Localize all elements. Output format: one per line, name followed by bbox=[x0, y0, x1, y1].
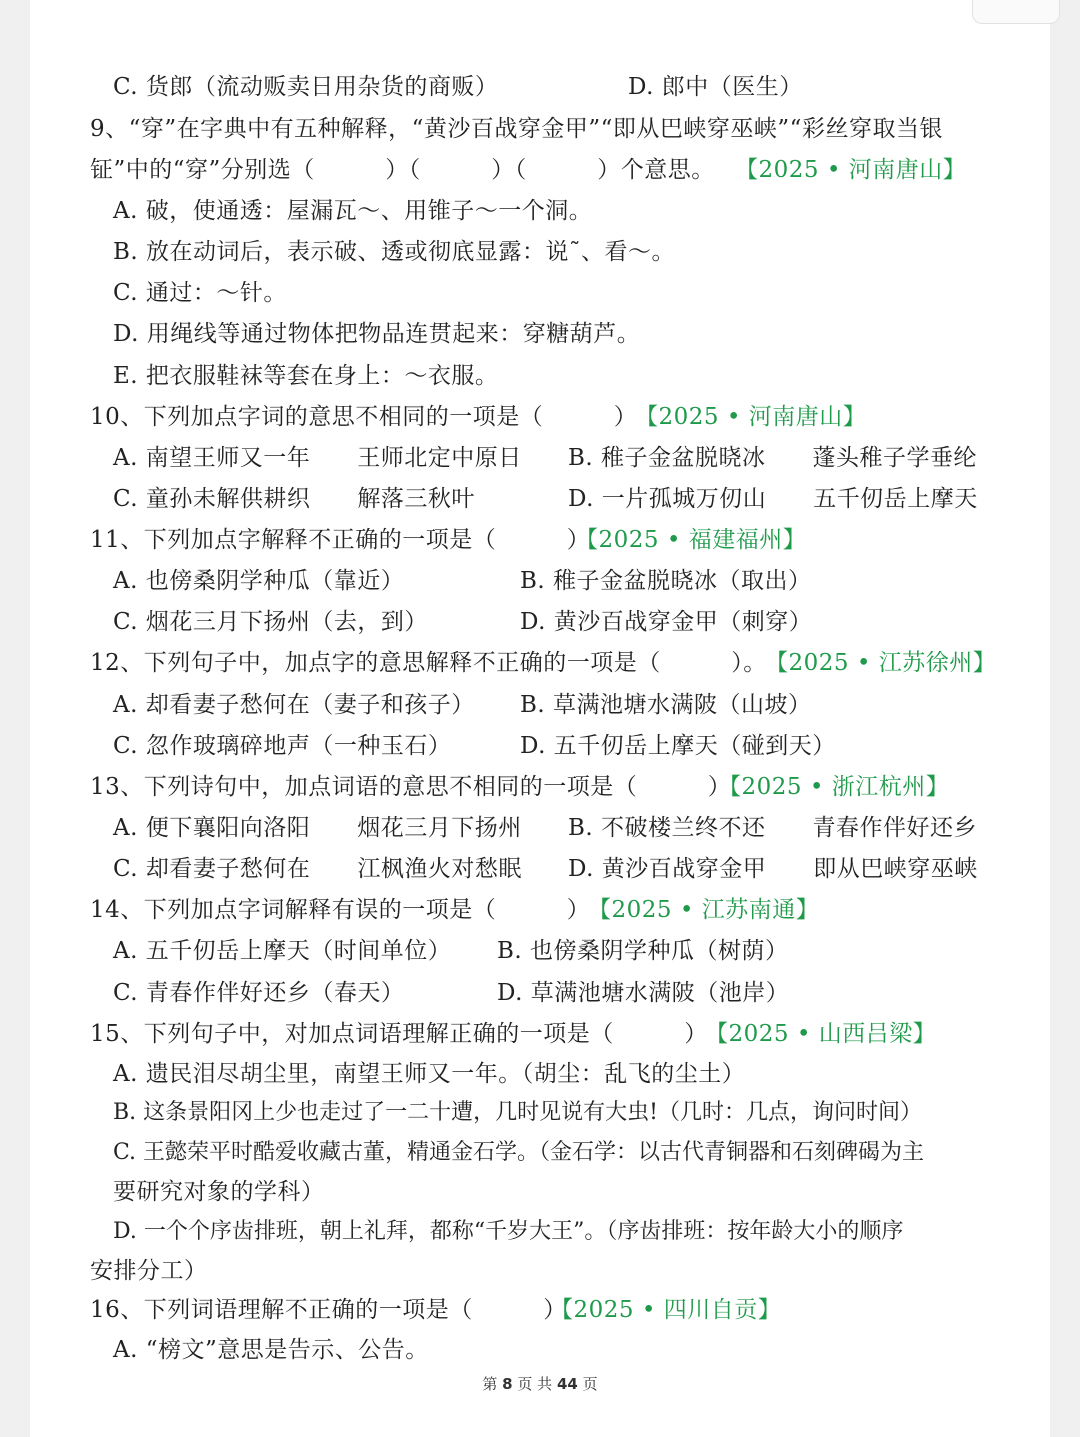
source-tag: 【2025 • 四川自贡】 bbox=[550, 1297, 782, 1323]
option-10b: B. 稚子金盆脱晓冰 蓬头稚子学垂纶 bbox=[568, 445, 978, 471]
footer-middle: 页 共 bbox=[517, 1375, 553, 1393]
option-9a: A. 破，使通透：屋漏瓦～、用锥子～一个洞。 bbox=[113, 198, 593, 224]
option-14b: B. 也傍桑阴学种瓜（树荫） bbox=[497, 938, 789, 964]
question-12: 12、下列句子中，加点字的意思解释不正确的一项是（ ）。 bbox=[90, 650, 767, 676]
source-tag: 【2025 • 山西吕梁】 bbox=[705, 1021, 937, 1047]
question-13: 13、下列诗句中，加点词语的意思不相同的一项是（ ） bbox=[90, 774, 732, 800]
corner-tab[interactable] bbox=[972, 0, 1060, 24]
source-tag: 【2025 • 河南唐山】 bbox=[735, 157, 967, 183]
option-9d: D. 用绳线等通过物体把物品连贯起来：穿糖葫芦。 bbox=[113, 321, 641, 347]
option-15d: D. 一个个序齿排班，朝上礼拜，都称“千岁大王”。（序齿排班：按年龄大小的顺序 bbox=[113, 1219, 904, 1244]
source-tag: 【2025 • 浙江杭州】 bbox=[718, 774, 950, 800]
option-12a: A. 却看妻子愁何在（妻子和孩子） bbox=[113, 692, 475, 718]
option-11b: B. 稚子金盆脱晓冰（取出） bbox=[520, 568, 812, 594]
option-9b: B. 放在动词后，表示破、透或彻底显露：说˜、看～。 bbox=[113, 239, 676, 265]
page-footer bbox=[0, 1373, 1080, 1394]
option-11d: D. 黄沙百战穿金甲（刺穿） bbox=[520, 609, 813, 635]
option-16a: A. “榜文”意思是告示、公告。 bbox=[113, 1337, 429, 1363]
option-11c: C. 烟花三月下扬州（去，到） bbox=[113, 609, 428, 635]
option-10a: A. 南望王师又一年 王师北定中原日 bbox=[113, 445, 522, 471]
source-tag: 【2025 • 江苏南通】 bbox=[588, 897, 820, 923]
question-11: 11、下列加点字解释不正确的一项是（ ） bbox=[90, 527, 591, 553]
question-10: 10、下列加点字词的意思不相同的一项是（ ） bbox=[90, 404, 638, 430]
option-13d: D. 黄沙百战穿金甲 即从巴峡穿巫峡 bbox=[568, 856, 978, 882]
question-9-line2: 钲”中的“穿”分别选（ ）（ ）（ ）个意思。 bbox=[90, 157, 715, 183]
option-8d: D. 郎中（医生） bbox=[628, 74, 803, 100]
option-9e: E. 把衣服鞋袜等套在身上：～衣服。 bbox=[113, 363, 499, 389]
option-14a: A. 五千仞岳上摩天（时间单位） bbox=[113, 938, 452, 964]
question-16: 16、下列词语理解不正确的一项是（ ） bbox=[90, 1297, 567, 1323]
option-9c: C. 通过：～针。 bbox=[113, 280, 287, 306]
option-10d: D. 一片孤城万仞山 五千仞岳上摩天 bbox=[568, 486, 978, 512]
option-12c: C. 忽作玻璃碎地声（一种玉石） bbox=[113, 733, 452, 759]
option-12d: D. 五千仞岳上摩天（碰到天） bbox=[520, 733, 836, 759]
option-15c-cont: 要研究对象的学科） bbox=[113, 1179, 325, 1205]
option-13a: A. 便下襄阳向洛阳 烟花三月下扬州 bbox=[113, 815, 522, 841]
option-14d: D. 草满池塘水满陂（池岸） bbox=[497, 980, 790, 1006]
option-8c: C. 货郎（流动贩卖日用杂货的商贩） bbox=[113, 74, 499, 100]
option-13b: B. 不破楼兰终不还 青春作伴好还乡 bbox=[568, 815, 978, 841]
option-15a: A. 遗民泪尽胡尘里，南望王师又一年。（胡尘：乱飞的尘土） bbox=[113, 1061, 746, 1087]
option-12b: B. 草满池塘水满陂（山坡） bbox=[520, 692, 812, 718]
option-15d-cont: 安排分工） bbox=[90, 1258, 208, 1284]
source-tag: 【2025 • 河南唐山】 bbox=[635, 404, 867, 430]
total-pages-number: 44 bbox=[556, 1375, 578, 1393]
question-15: 15、下列句子中，对加点词语理解正确的一项是（ ） bbox=[90, 1021, 708, 1047]
source-tag: 【2025 • 福建福州】 bbox=[575, 527, 807, 553]
option-13c: C. 却看妻子愁何在 江枫渔火对愁眠 bbox=[113, 856, 522, 882]
source-tag: 【2025 • 江苏徐州】 bbox=[765, 650, 997, 676]
option-15b: B. 这条景阳冈上少也走过了一二十遭，几时见说有大虫!（几时：几点，询问时间） bbox=[113, 1100, 922, 1125]
footer-prefix: 第 bbox=[482, 1375, 498, 1393]
option-15c: C. 王懿荣平时酷爱收藏古董，精通金石学。（金石学：以古代青铜器和石刻碑碣为主 bbox=[113, 1140, 925, 1165]
footer-suffix: 页 bbox=[582, 1375, 598, 1393]
question-9-line1: 9、“穿”在字典中有五种解释，“黄沙百战穿金甲”“即从巴峡穿巫峡”“彩丝穿取当银 bbox=[90, 116, 943, 142]
question-14: 14、下列加点字词解释有误的一项是（ ） bbox=[90, 897, 591, 923]
option-14c: C. 青春作伴好还乡（春天） bbox=[113, 980, 405, 1006]
current-page-number: 8 bbox=[502, 1375, 513, 1393]
option-11a: A. 也傍桑阴学种瓜（靠近） bbox=[113, 568, 405, 594]
option-10c: C. 童孙未解供耕织 解落三秋叶 bbox=[113, 486, 475, 512]
